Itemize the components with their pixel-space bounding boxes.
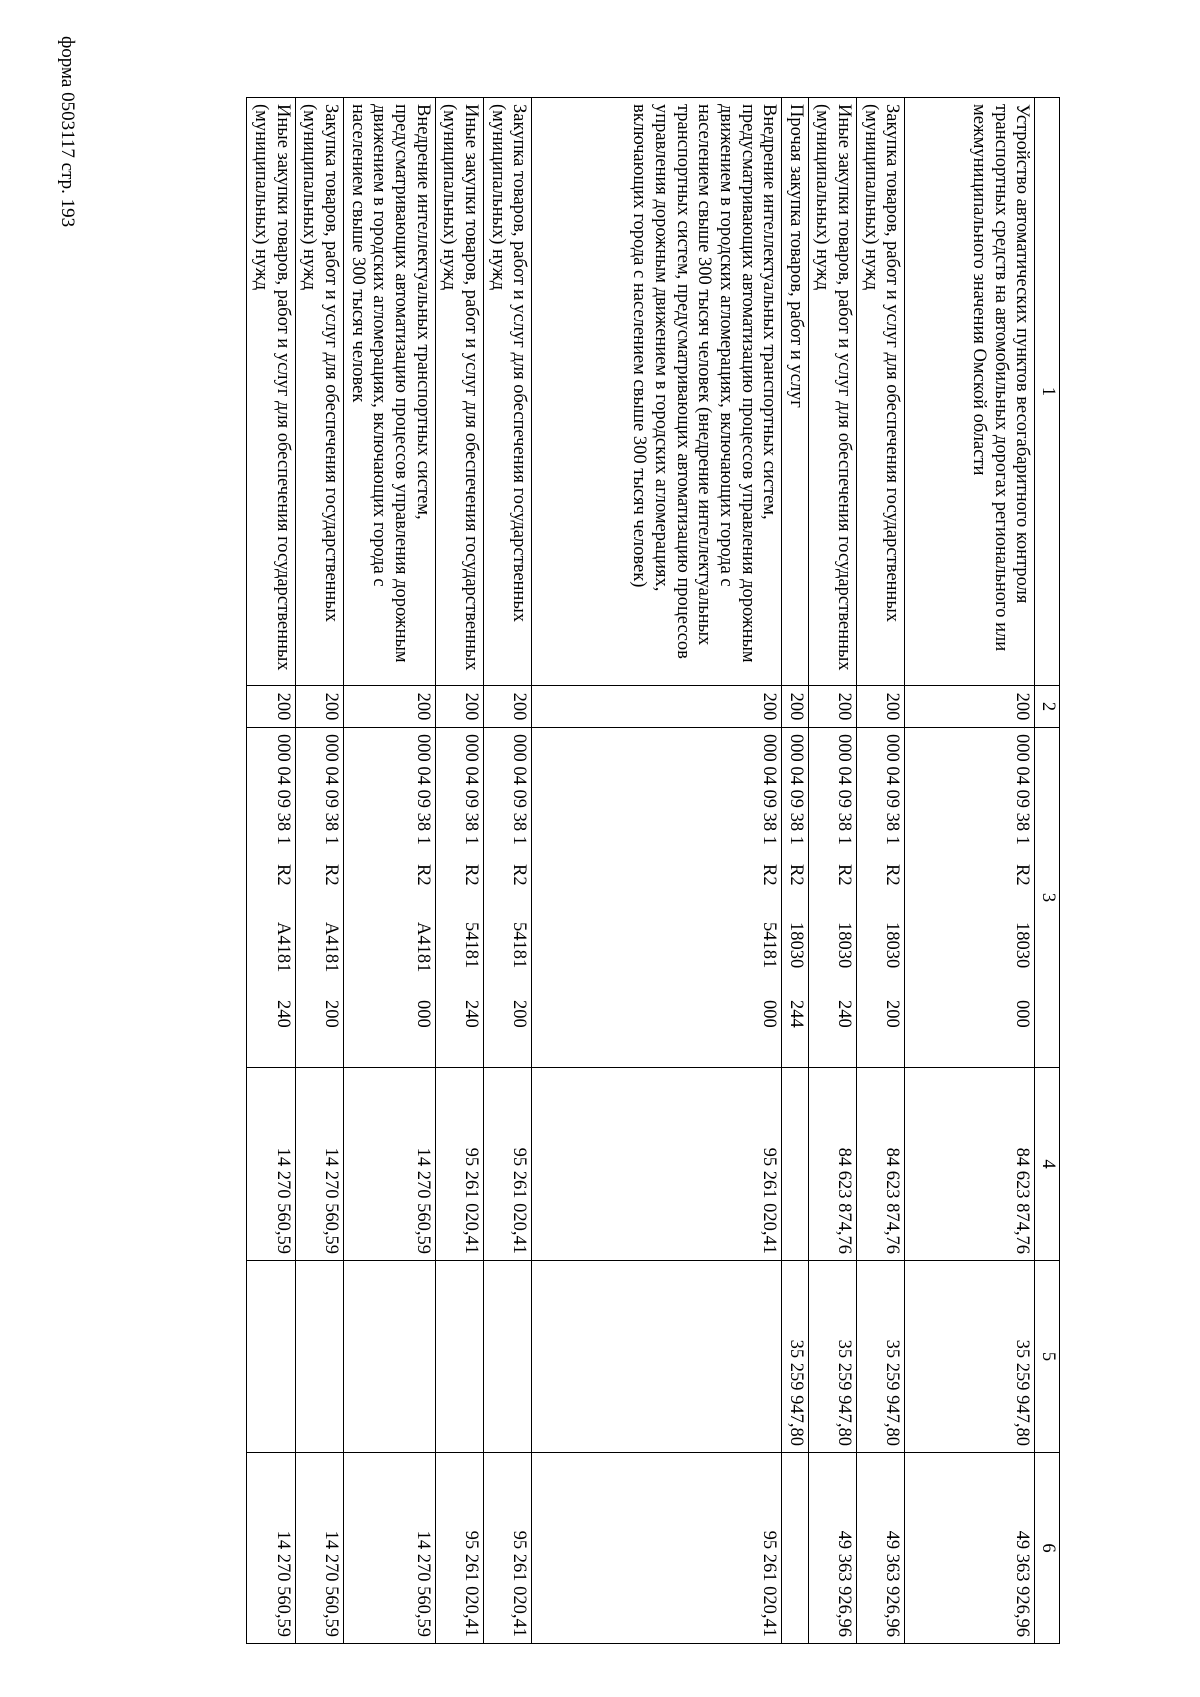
header-col-3: 3 <box>1035 728 1060 1068</box>
row-col-4: 95 261 020,41 <box>483 1068 531 1261</box>
code-section: 000 04 09 38 1 <box>1012 734 1033 845</box>
code-program: R2 <box>460 864 481 886</box>
table-row <box>808 98 856 1644</box>
row-budget-code <box>532 728 782 1068</box>
code-program: R2 <box>882 864 903 886</box>
row-col-4 <box>782 1068 809 1261</box>
code-program: R2 <box>834 864 855 886</box>
code-expense-type: 000 <box>759 1000 780 1028</box>
row-budget-code <box>435 728 483 1068</box>
row-col-4: 14 270 560,59 <box>295 1068 343 1261</box>
budget-table <box>246 97 1060 1644</box>
row-col-6: 95 261 020,41 <box>435 1453 483 1644</box>
code-expense-type: 240 <box>272 1000 293 1028</box>
code-section: 000 04 09 38 1 <box>412 734 433 845</box>
code-section: 000 04 09 38 1 <box>759 734 780 845</box>
row-name: Закупка товаров, работ и услуг для обеспечения государственных (муниципальных) нужд <box>295 98 343 686</box>
code-direction: 54181 <box>759 922 780 969</box>
row-line-code: 200 <box>532 686 782 728</box>
row-col-6: 14 270 560,59 <box>344 1453 436 1644</box>
row-col-5: 35 259 947,80 <box>808 1261 856 1453</box>
row-col-4: 84 623 874,76 <box>857 1068 905 1261</box>
row-budget-code <box>295 728 343 1068</box>
header-col-4: 4 <box>1035 1068 1060 1261</box>
row-col-6: 49 363 926,96 <box>905 1453 1035 1644</box>
code-expense-type: 240 <box>834 1000 855 1028</box>
row-line-code: 200 <box>435 686 483 728</box>
header-col-1: 1 <box>1035 98 1060 686</box>
row-line-code: 200 <box>483 686 531 728</box>
row-col-5 <box>295 1261 343 1453</box>
row-name: Прочая закупка товаров, работ и услуг <box>782 98 809 686</box>
code-direction: A4181 <box>321 922 342 973</box>
row-budget-code <box>808 728 856 1068</box>
row-line-code: 200 <box>344 686 436 728</box>
row-col-4: 95 261 020,41 <box>435 1068 483 1261</box>
code-program: R2 <box>1012 864 1033 886</box>
row-line-code: 200 <box>782 686 809 728</box>
code-section: 000 04 09 38 1 <box>272 734 293 845</box>
code-expense-type: 000 <box>1012 1000 1033 1028</box>
code-section: 000 04 09 38 1 <box>834 734 855 845</box>
code-direction: 18030 <box>882 922 903 969</box>
code-section: 000 04 09 38 1 <box>509 734 530 845</box>
code-expense-type: 200 <box>882 1000 903 1028</box>
row-col-5: 35 259 947,80 <box>857 1261 905 1453</box>
row-budget-code <box>905 728 1035 1068</box>
row-col-5 <box>532 1261 782 1453</box>
row-budget-code <box>483 728 531 1068</box>
table-row <box>435 98 483 1644</box>
row-budget-code <box>344 728 436 1068</box>
code-direction: A4181 <box>412 922 433 973</box>
code-direction: 18030 <box>785 922 806 969</box>
row-col-4: 84 623 874,76 <box>808 1068 856 1261</box>
row-name: Иные закупки товаров, работ и услуг для обеспечения государственных (муниципальных) нужд <box>435 98 483 686</box>
row-budget-code <box>782 728 809 1068</box>
row-line-code: 200 <box>295 686 343 728</box>
row-col-6: 95 261 020,41 <box>483 1453 531 1644</box>
row-col-5 <box>247 1261 295 1453</box>
code-direction: 54181 <box>509 922 530 969</box>
code-direction: A4181 <box>272 922 293 973</box>
row-col-6: 49 363 926,96 <box>808 1453 856 1644</box>
table-row <box>483 98 531 1644</box>
row-name: Иные закупки товаров, работ и услуг для обеспечения государственных (муниципальных) нужд <box>247 98 295 686</box>
row-col-5: 35 259 947,80 <box>905 1261 1035 1453</box>
row-col-5: 35 259 947,80 <box>782 1261 809 1453</box>
code-program: R2 <box>785 864 806 886</box>
row-col-6: 95 261 020,41 <box>532 1453 782 1644</box>
table-row <box>857 98 905 1644</box>
table-row <box>247 98 295 1644</box>
table-row <box>782 98 809 1644</box>
code-direction: 54181 <box>460 922 481 969</box>
code-direction: 18030 <box>1012 922 1033 969</box>
header-col-5: 5 <box>1035 1261 1060 1453</box>
row-col-4: 14 270 560,59 <box>247 1068 295 1261</box>
row-line-code: 200 <box>808 686 856 728</box>
row-col-6: 14 270 560,59 <box>247 1453 295 1644</box>
row-col-5 <box>344 1261 436 1453</box>
header-col-6: 6 <box>1035 1453 1060 1644</box>
row-col-4: 14 270 560,59 <box>344 1068 436 1261</box>
code-section: 000 04 09 38 1 <box>785 734 806 845</box>
table-row <box>295 98 343 1644</box>
code-direction: 18030 <box>834 922 855 969</box>
row-col-4: 84 623 874,76 <box>905 1068 1035 1261</box>
row-budget-code <box>857 728 905 1068</box>
row-col-6: 14 270 560,59 <box>295 1453 343 1644</box>
code-program: R2 <box>272 864 293 886</box>
header-row <box>1035 98 1060 1644</box>
row-name: Устройство автоматических пунктов весогабаритного контроля транспортных средств на автомобильных дорогах регионального или межмуниципального значения Омской области <box>905 98 1035 686</box>
table-row <box>532 98 782 1644</box>
code-expense-type: 000 <box>412 1000 433 1028</box>
row-col-4: 95 261 020,41 <box>532 1068 782 1261</box>
code-expense-type: 240 <box>460 1000 481 1028</box>
code-section: 000 04 09 38 1 <box>321 734 342 845</box>
code-program: R2 <box>412 864 433 886</box>
header-col-2: 2 <box>1035 686 1060 728</box>
row-line-code: 200 <box>905 686 1035 728</box>
form-label: форма 0503117 стр. 193 <box>57 36 78 228</box>
code-program: R2 <box>321 864 342 886</box>
code-program: R2 <box>759 864 780 886</box>
code-section: 000 04 09 38 1 <box>460 734 481 845</box>
row-budget-code <box>247 728 295 1068</box>
code-program: R2 <box>509 864 530 886</box>
row-line-code: 200 <box>857 686 905 728</box>
row-name: Закупка товаров, работ и услуг для обеспечения государственных (муниципальных) нужд <box>857 98 905 686</box>
row-name: Иные закупки товаров, работ и услуг для обеспечения государственных (муниципальных) нужд <box>808 98 856 686</box>
code-section: 000 04 09 38 1 <box>882 734 903 845</box>
row-name: Внедрение интеллектуальных транспортных систем, предусматривающих автоматизацию процессов управления дорожным движением в городских агломерациях, включающих города с населением свыше 300 тысяч человек (внедрение интеллектуальных транспортных систем, предусматривающих автоматизацию процессов управления дорожным движением в городских агломерациях, включающих города с населением свыше 300 тысяч человек) <box>532 98 782 686</box>
row-name: Внедрение интеллектуальных транспортных систем, предусматривающих автоматизацию процессов управления дорожным движением в городских агломерациях, включающих города с населением свыше 300 тысяч человек <box>344 98 436 686</box>
row-col-5 <box>483 1261 531 1453</box>
row-col-5 <box>435 1261 483 1453</box>
table-row <box>905 98 1035 1644</box>
row-col-6: 49 363 926,96 <box>857 1453 905 1644</box>
table-row <box>344 98 436 1644</box>
code-expense-type: 244 <box>785 1000 806 1028</box>
code-expense-type: 200 <box>321 1000 342 1028</box>
row-line-code: 200 <box>247 686 295 728</box>
row-col-6 <box>782 1453 809 1644</box>
row-name: Закупка товаров, работ и услуг для обеспечения государственных (муниципальных) нужд <box>483 98 531 686</box>
code-expense-type: 200 <box>509 1000 530 1028</box>
